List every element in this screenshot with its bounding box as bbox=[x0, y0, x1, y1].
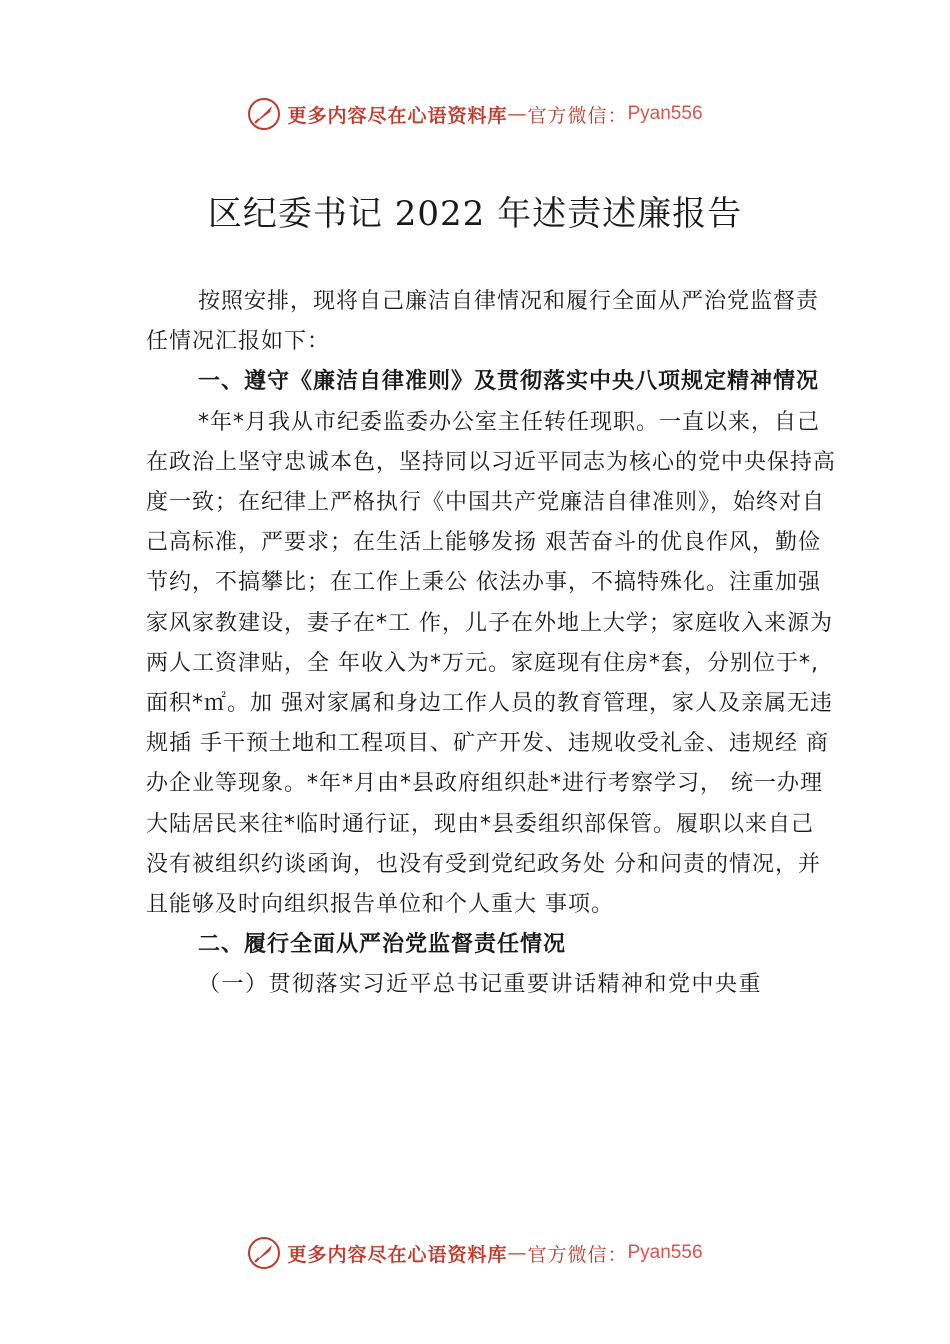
document-title: 区纪委书记 2022 年述责述廉报告 bbox=[207, 194, 743, 234]
watermark-label: 官方微信： bbox=[527, 1243, 628, 1266]
subsection-heading-1: （一）贯彻落实习近平总书记重要讲话精神和党中央重 bbox=[198, 972, 763, 998]
watermark-separator: — bbox=[507, 103, 528, 125]
watermark-id: Pyan556 bbox=[627, 103, 703, 124]
section-1-paragraph: *年*月我从市纪委监委办公室主任转任现职。一直以来，自己在政治上坚守忠诚本色，坚持同以习近平同志为核心的党中央保持高度一致；在纪律上严格执行《中国共产党廉洁自律准则》，始终对自己高标准，严要求；在生活上能够发扬 艰苦奋斗的优良作风，勤俭节约，不搞攀比；在工作上秉公 依法办事，不搞特殊化。注重加强家风家教建设，妻子在*工 作，儿子在外地上大学；家庭收入来源为两人工资津贴，全 年收入为*万元。家庭现有住房*套，分别位于*,面积*㎡。加 强对家属和身边工作人员的教育管理，家人及亲属无违规插 手干预土地和工程项目、矿产开发、违规收受礼金、违规经 商办企业等现象。*年*月由*县政府组织赴*进行考察学习， 统一办理大陆居民来往*临时通行证，现由*县委组织部保管。履职以来自己没有被组织约谈函询，也没有受到党纪政务处 分和问责的情况，并且能够及时向组织报告单位和个人重大 事项。 bbox=[146, 409, 837, 918]
watermark-footer bbox=[0, 1233, 950, 1273]
section-heading-1: 一、遵守《廉洁自律准则》及贯彻落实中央八项规定精神情况 bbox=[198, 369, 820, 395]
watermark-label: 官方微信： bbox=[527, 104, 628, 127]
document-body bbox=[146, 282, 836, 1006]
quill-seal-icon bbox=[247, 97, 281, 131]
intro-paragraph: 按照安排，现将自己廉洁自律情况和履行全面从严治党监督责任情况汇报如下： bbox=[146, 289, 820, 355]
watermark-main-text: 更多内容尽在心语资料库 bbox=[287, 1243, 508, 1266]
watermark-header bbox=[0, 94, 950, 134]
watermark-id: Pyan556 bbox=[627, 1242, 703, 1263]
section-heading-2: 二、履行全面从严治党监督责任情况 bbox=[198, 932, 567, 958]
watermark-separator: — bbox=[507, 1242, 528, 1264]
watermark-main-text: 更多内容尽在心语资料库 bbox=[287, 104, 508, 127]
quill-seal-icon bbox=[247, 1236, 281, 1270]
